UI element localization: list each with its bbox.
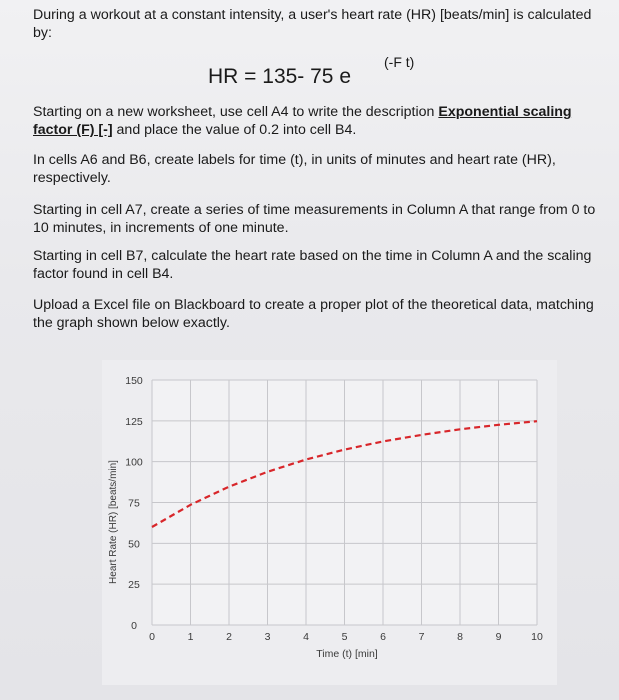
chart-svg bbox=[102, 360, 557, 685]
x-tick-label: 3 bbox=[264, 631, 271, 643]
x-axis-label: Time (t) [min] bbox=[316, 648, 378, 660]
x-tick-label: 10 bbox=[531, 631, 543, 643]
equation-main: HR = 135- 75 e bbox=[208, 65, 352, 88]
heart-rate-chart bbox=[102, 360, 557, 685]
instruction-3: Starting in cell A7, create a series of time measurements in Column A that range from 0 to 10 minutes, in increments of one minute. bbox=[33, 202, 596, 236]
x-tick-label: 7 bbox=[418, 631, 425, 643]
y-tick-label: 150 bbox=[125, 375, 143, 387]
y-tick-label: 100 bbox=[125, 456, 143, 469]
y-tick-label: 25 bbox=[128, 579, 140, 592]
x-tick-label: 4 bbox=[303, 631, 309, 643]
instruction-4: Starting in cell B7, calculate the heart rate based on the time in Column A and the scaling factor found in cell B4. bbox=[33, 248, 592, 282]
instruction-2: In cells A6 and B6, create labels for time (t), in units of minutes and heart rate (HR), respectively. bbox=[33, 152, 556, 186]
equation-exponent: (-F t) bbox=[384, 54, 415, 70]
y-axis-label: Heart Rate (HR) [beats/min] bbox=[108, 460, 119, 584]
x-tick-label: 5 bbox=[341, 631, 348, 643]
instruction-1-before: Starting on a new worksheet, use cell A4 to write the description bbox=[33, 104, 439, 120]
x-tick-label: 6 bbox=[380, 631, 386, 643]
instruction-1 bbox=[33, 103, 603, 139]
y-tick-label: 125 bbox=[125, 415, 143, 428]
intro-text: During a workout at a constant intensity, a user's heart rate (HR) [beats/min] is calculated by: bbox=[33, 7, 592, 41]
instruction-1-bold: Exponential scaling factor (F) [-] bbox=[33, 104, 572, 138]
y-tick-label: 75 bbox=[128, 497, 140, 510]
y-tick-label: 0 bbox=[131, 620, 137, 632]
y-tick-label: 50 bbox=[128, 538, 140, 551]
heart-rate-equation bbox=[208, 47, 508, 95]
instruction-1-after: and place the value of 0.2 into cell B4. bbox=[112, 122, 357, 138]
x-tick-label: 1 bbox=[187, 631, 194, 643]
instruction-5: Upload a Excel file on Blackboard to create a proper plot of the theoretical data, matching the graph shown below exactly. bbox=[33, 297, 594, 331]
x-tick-label: 9 bbox=[495, 631, 502, 643]
x-tick-label: 8 bbox=[457, 631, 463, 643]
x-tick-label: 0 bbox=[149, 631, 155, 643]
x-tick-label: 2 bbox=[226, 631, 232, 643]
